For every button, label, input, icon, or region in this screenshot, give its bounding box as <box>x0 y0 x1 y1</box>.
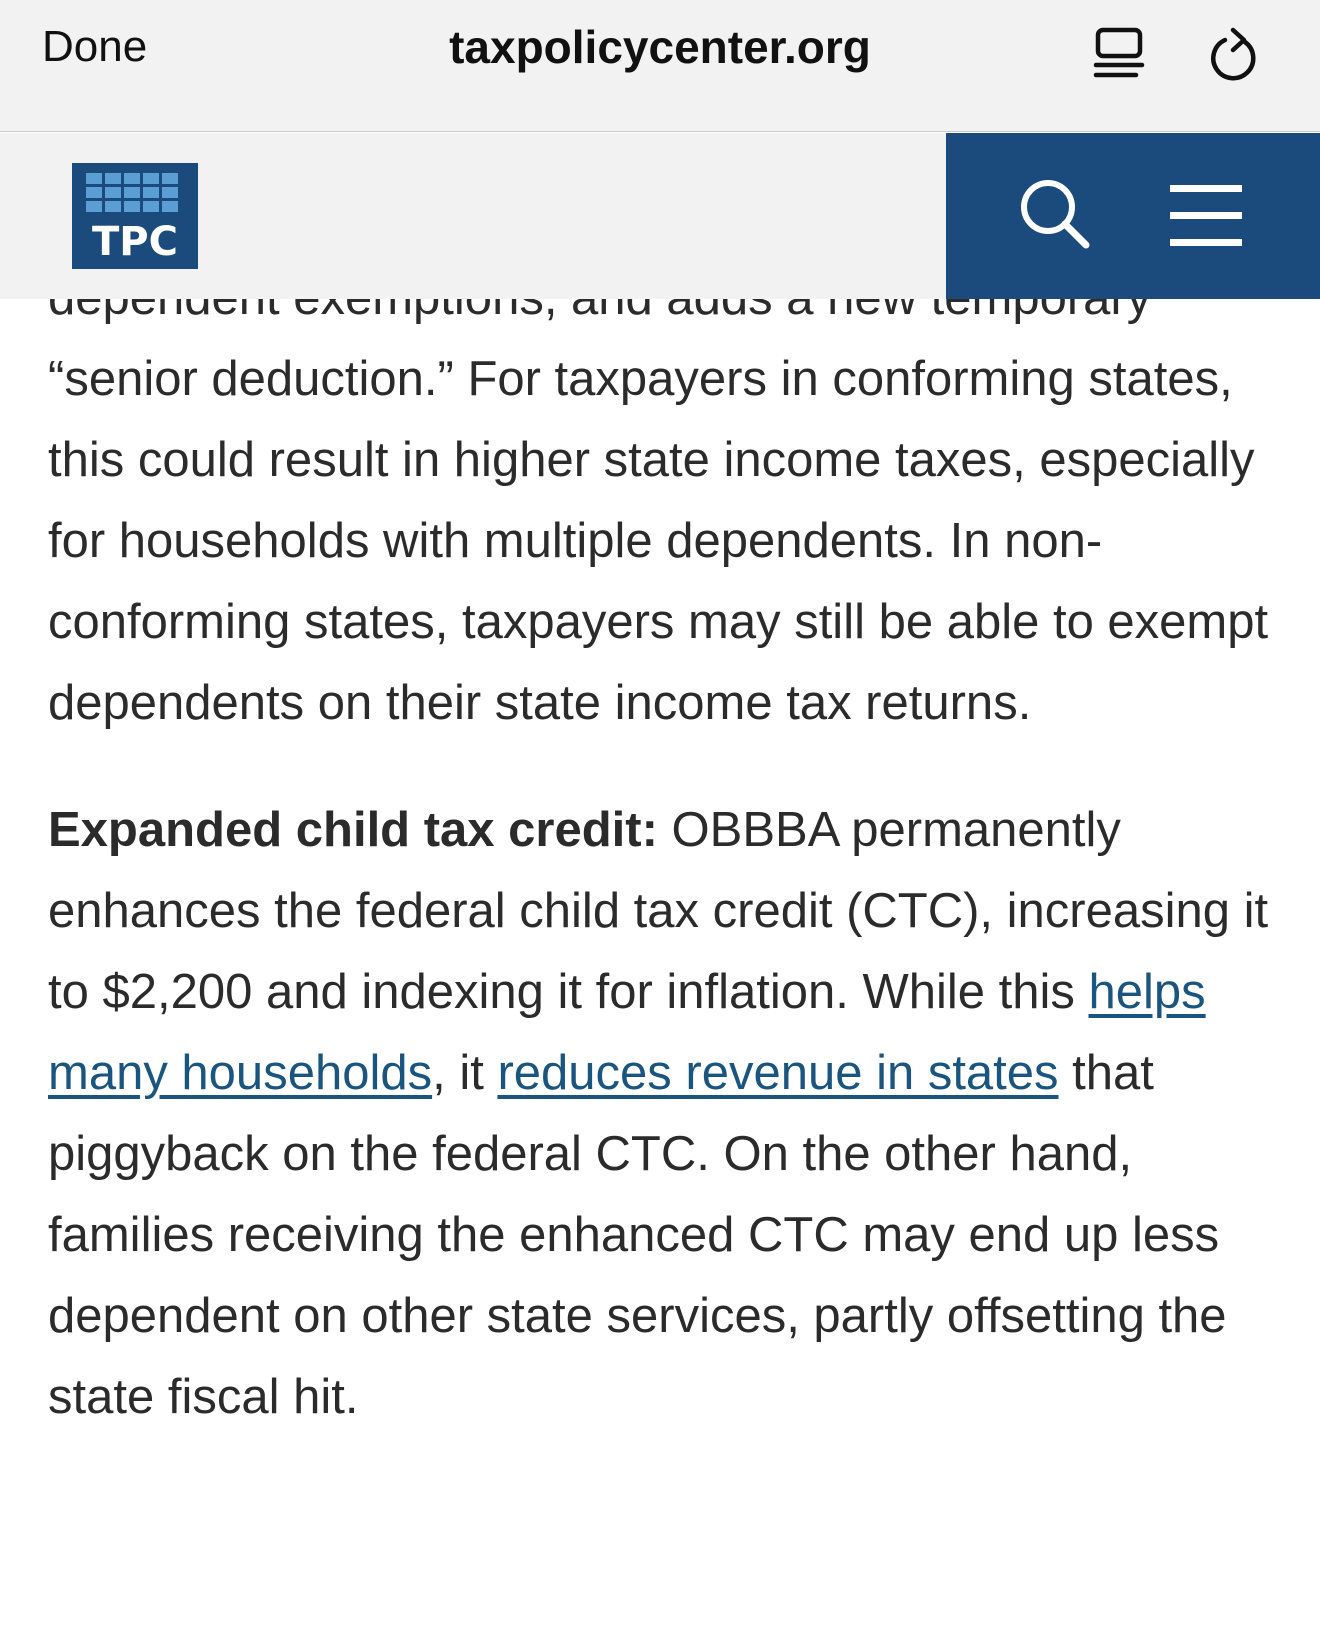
header-actions <box>946 133 1320 299</box>
paragraph-child-tax-credit <box>48 790 1288 1438</box>
tpc-logo[interactable] <box>72 163 198 269</box>
site-header <box>0 133 1320 299</box>
paragraph-dependent-exemptions: “senior deduction.” For taxpayers in conforming states, this could result in higher state income taxes, especially for households with multiple dependents. In non-conforming states, taxpayers may still be able to exempt dependents on their state income tax returns. <box>48 352 1269 730</box>
menu-icon[interactable] <box>1168 183 1244 249</box>
link-helps-many-households[interactable]: helps many households <box>48 965 1206 1100</box>
link-reduces-revenue-in-states[interactable]: reduces revenue in states <box>497 1046 1059 1100</box>
browser-toolbar <box>0 0 1320 132</box>
section-heading: Expanded child tax credit: <box>48 803 658 857</box>
logo-text: TPC <box>92 219 178 265</box>
done-button[interactable]: Done <box>42 22 148 71</box>
paragraph-text: , it <box>432 1046 498 1100</box>
url-display[interactable]: taxpolicycenter.org <box>449 21 871 73</box>
paragraph-text: that piggyback on the federal CTC. On the other hand, families receiving the enhanced CTC may end up less dependent on other state services, partly offsetting the state fiscal hit. <box>48 1046 1227 1424</box>
paragraph-text: OBBBA permanently enhances the federal child tax credit (CTC), increasing it to $2,200 and indexing it for inflation. While this <box>48 803 1269 1019</box>
search-icon[interactable] <box>1016 175 1096 255</box>
article-body <box>48 258 1288 1438</box>
reader-view-icon[interactable] <box>1090 24 1150 84</box>
reload-icon[interactable] <box>1205 24 1261 84</box>
